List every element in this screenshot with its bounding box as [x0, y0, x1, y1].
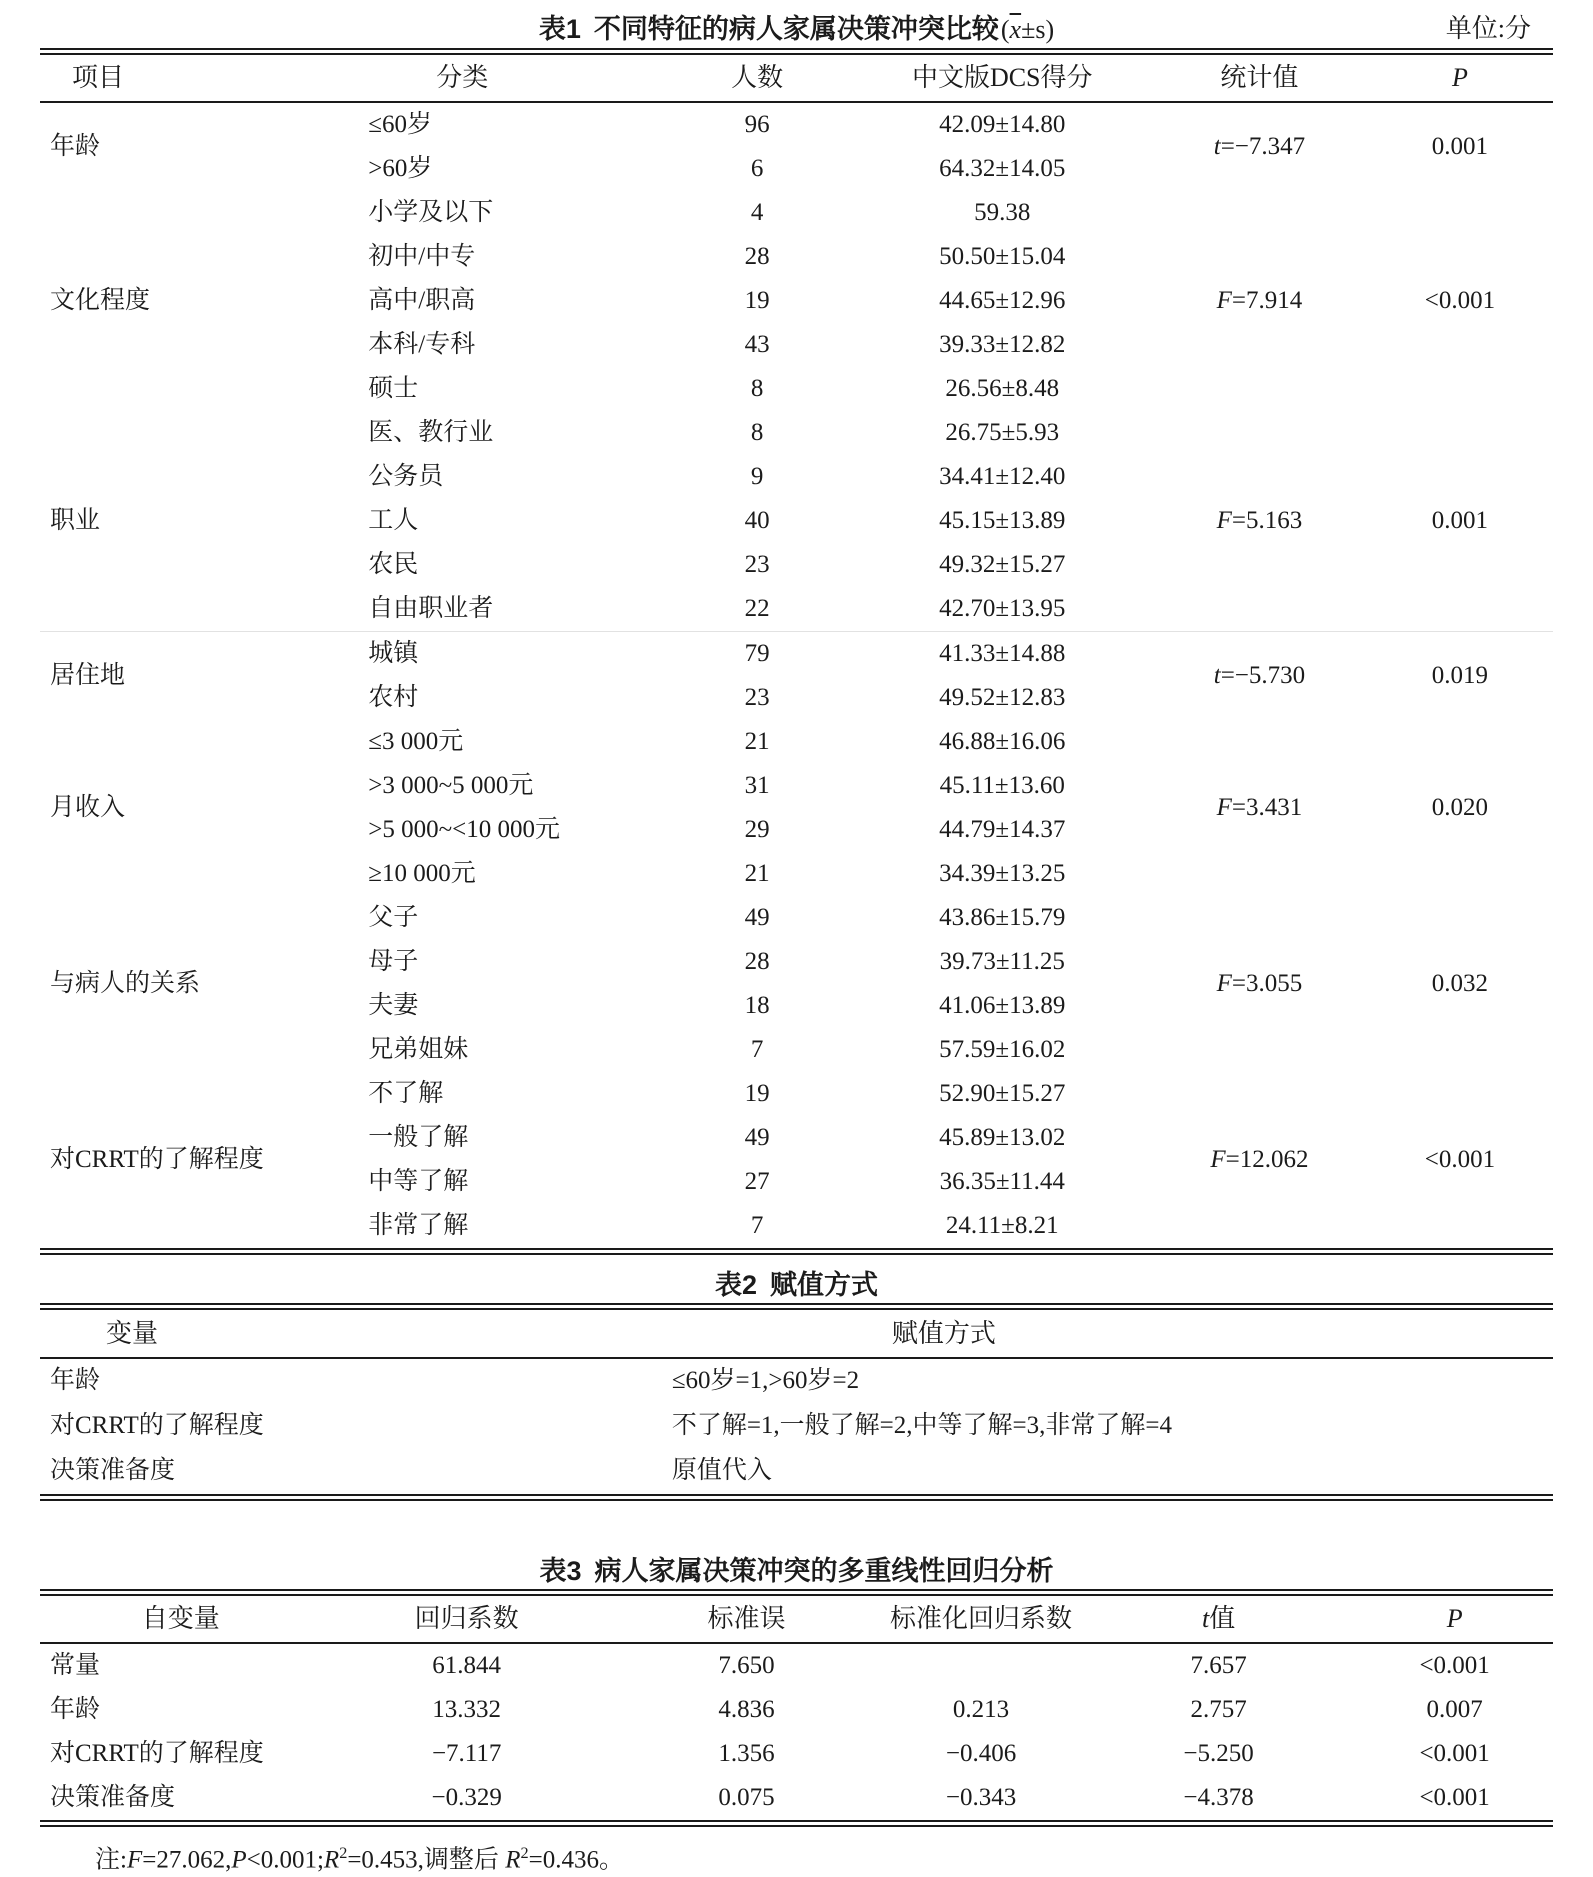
cell-score: 44.65±12.96: [939, 286, 1066, 314]
cell-count: 23: [744, 550, 770, 578]
cell-score: 42.09±14.80: [939, 110, 1066, 138]
cell-category: 不了解: [368, 1079, 444, 1107]
table2-caption-text: 赋值方式: [770, 1270, 879, 1300]
table2-header-row: [40, 1307, 1553, 1359]
cell-p: 0.020: [1431, 793, 1489, 821]
cell-count: 28: [744, 242, 770, 270]
table-row: [40, 102, 1553, 147]
cell-item: 文化程度: [50, 286, 151, 314]
cell-category: 农村: [368, 683, 419, 711]
stat-variable: F: [1216, 286, 1232, 314]
cell-std-coefficient: [881, 1643, 1081, 1688]
table-row: [40, 896, 1553, 940]
cell-category: 硕士: [368, 374, 419, 402]
cell-variable: 决策准备度: [50, 1783, 176, 1811]
table2: [40, 1303, 1553, 1501]
header-cell: 回归系数: [321, 1593, 611, 1644]
cell-category: 夫妻: [368, 991, 419, 1019]
cell-score: 26.56±8.48: [945, 374, 1060, 402]
cell-item: 职业: [50, 506, 101, 534]
cell-score: 52.90±15.27: [939, 1079, 1066, 1107]
table3-header: [40, 1593, 1553, 1644]
cell-t: −4.378: [1183, 1783, 1254, 1811]
cell-p: 0.032: [1431, 969, 1489, 997]
cell-item: 对CRRT的了解程度: [50, 1145, 264, 1173]
table3-header-row: [40, 1593, 1553, 1644]
table1-caption: [40, 10, 1553, 49]
stat-variable: F: [1216, 506, 1232, 534]
cell-p: <0.001: [1419, 1651, 1490, 1679]
table1: [40, 48, 1553, 1255]
cell-score: 39.73±11.25: [939, 947, 1065, 975]
table2-body: [40, 1358, 1553, 1498]
cell-count: 79: [662, 632, 853, 677]
table2-caption: [40, 1267, 1553, 1303]
cell-std-coefficient: −0.343: [945, 1783, 1017, 1811]
cell-assignment: 原值代入: [671, 1457, 772, 1485]
cell-count: 40: [744, 506, 770, 534]
cell-count: 31: [744, 771, 770, 799]
cell-p: 0.001: [1431, 506, 1489, 534]
cell-coefficient: −0.329: [431, 1783, 502, 1811]
cell-score: 41.06±13.89: [939, 991, 1066, 1019]
cell-count: 28: [744, 947, 770, 975]
cell-category: 自由职业者: [368, 594, 494, 622]
table-row: [40, 1404, 1553, 1449]
cell-std-coefficient: −0.406: [945, 1739, 1017, 1767]
cell-count: 23: [744, 683, 770, 711]
stat-variable: t: [1213, 132, 1221, 160]
cell-statistic: [1152, 720, 1367, 896]
table-row: [40, 1358, 1553, 1404]
cell-score: 42.70±13.95: [939, 594, 1066, 622]
cell-variable: 对CRRT的了解程度: [50, 1412, 264, 1440]
cell-statistic: [1152, 896, 1367, 1072]
header-cell: 人数: [662, 52, 853, 103]
table-row: [40, 1643, 1553, 1688]
table-row: [40, 191, 1553, 235]
cell-score: 64.32±14.05: [939, 154, 1066, 182]
cell-score: 46.88±16.06: [939, 727, 1066, 755]
header-cell: 变量: [40, 1307, 662, 1359]
cell-coefficient: 61.844: [432, 1651, 502, 1679]
stat-variable: F: [1210, 1145, 1226, 1173]
cell-score: 49.32±15.27: [939, 550, 1066, 578]
stat-value: =3.431: [1231, 793, 1303, 821]
stat-value: =−7.347: [1220, 132, 1306, 160]
cell-category: ≥10 000元: [368, 859, 476, 887]
cell-score: 44.79±14.37: [939, 815, 1066, 843]
cell-category: 工人: [368, 506, 419, 534]
cell-std-coefficient: 0.213: [952, 1695, 1010, 1723]
stat-variable: F: [1216, 793, 1232, 821]
cell-item: 居住地: [40, 632, 362, 721]
cell-count: 6: [750, 154, 764, 182]
cell-count: 8: [750, 418, 764, 446]
stat-value: =3.055: [1231, 969, 1303, 997]
header-cell: 赋值方式: [662, 1307, 1553, 1359]
cell-coefficient: −7.117: [431, 1739, 502, 1767]
stat-value: =7.914: [1231, 286, 1303, 314]
stat-value: =−5.730: [1220, 661, 1306, 689]
cell-count: 49: [744, 1123, 770, 1151]
cell-statistic: [1152, 411, 1367, 632]
cell-score: 45.11±13.60: [939, 771, 1065, 799]
cell-count: 29: [744, 815, 770, 843]
cell-count: 19: [744, 286, 770, 314]
cell-item: 年龄: [50, 132, 101, 160]
table-row: [40, 1688, 1553, 1732]
cell-count: 27: [744, 1167, 770, 1195]
table3-caption: [40, 1553, 1553, 1589]
cell-category: 小学及以下: [368, 198, 494, 226]
cell-variable: 常量: [50, 1651, 101, 1679]
cell-variable: 年龄: [50, 1695, 101, 1723]
cell-category: 父子: [368, 903, 419, 931]
cell-count: 18: [744, 991, 770, 1019]
table-row: [40, 1449, 1553, 1498]
header-cell: 项目: [40, 52, 362, 103]
table1-header: [40, 52, 1553, 103]
cell-t: −5.250: [1183, 1739, 1254, 1767]
cell-p: <0.001: [1424, 1145, 1496, 1173]
table-row: [40, 1776, 1553, 1824]
header-cell: 自变量: [40, 1593, 321, 1644]
cell-score: 39.33±12.82: [939, 330, 1066, 358]
table3-caption-no: 表3: [539, 1556, 582, 1586]
cell-category: 初中/中专: [368, 242, 476, 270]
cell-score: 41.33±14.88: [852, 632, 1152, 677]
table3-note: 注$:F=27.062,P<0.001;R^2=0.453$,调整后 $R^2=0.436$。: [95, 1844, 624, 1874]
cell-assignment: 不了解=1,一般了解=2,中等了解=3,非常了解=4: [671, 1412, 1172, 1440]
table-row: [40, 411, 1553, 455]
cell-count: 19: [744, 1079, 770, 1107]
cell-score: 59.38: [974, 198, 1031, 226]
cell-p: <0.001: [1419, 1783, 1490, 1811]
cell-std-error: 0.075: [718, 1783, 775, 1811]
cell-t: 7.657: [1190, 1651, 1247, 1679]
table-row: [40, 1072, 1553, 1116]
stat-variable: F: [1216, 969, 1232, 997]
header-cell: t值: [1081, 1593, 1356, 1644]
cell-p: 0.019: [1367, 632, 1553, 721]
table2-caption-no: 表2: [714, 1270, 758, 1300]
cell-category: 公务员: [368, 462, 444, 490]
cell-variable: 决策准备度: [50, 1457, 176, 1485]
cell-count: 22: [744, 594, 770, 622]
cell-score: 34.39±13.25: [939, 859, 1066, 887]
table1-caption-math: $(\overline{x}\pm s)$: [1000, 15, 1055, 44]
table3-body: [40, 1643, 1553, 1824]
table1-title-row: [40, 10, 1553, 48]
table2-header: [40, 1307, 1553, 1359]
header-cell: 中文版DCS得分: [852, 52, 1152, 103]
cell-score: 43.86±15.79: [939, 903, 1066, 931]
cell-count: 49: [744, 903, 770, 931]
cell-statistic: [1152, 191, 1367, 411]
table-row: [40, 1732, 1553, 1776]
cell-item: 与病人的关系: [50, 969, 201, 997]
cell-statistic: [1152, 632, 1367, 721]
table-row: [40, 632, 1553, 677]
unit-label: 单位:分: [1445, 14, 1531, 43]
cell-score: 49.52±12.83: [939, 683, 1066, 711]
cell-score: 45.89±13.02: [939, 1123, 1066, 1151]
cell-category: >5 000~<10 000元: [368, 815, 560, 843]
header-cell: 标准化回归系数: [881, 1593, 1081, 1644]
header-cell: P: [1367, 52, 1553, 103]
cell-category: 本科/专科: [368, 330, 476, 358]
header-cell: 标准误: [612, 1593, 881, 1644]
cell-score: 57.59±16.02: [939, 1035, 1066, 1063]
cell-category: ≤60岁: [368, 110, 432, 138]
header-cell: 分类: [362, 52, 662, 103]
cell-score: 36.35±11.44: [939, 1167, 1065, 1195]
cell-statistic: [1152, 1072, 1367, 1252]
cell-count: 4: [750, 198, 764, 226]
cell-variable: 对CRRT的了解程度: [50, 1739, 264, 1767]
cell-category: 城镇: [362, 632, 662, 677]
cell-item: 月收入: [50, 793, 126, 821]
table1-body: [40, 102, 1553, 1252]
cell-category: 中等了解: [368, 1167, 469, 1195]
cell-std-error: 7.650: [718, 1651, 775, 1679]
cell-p: <0.001: [1424, 286, 1496, 314]
table3-caption-text: 病人家属决策冲突的多重线性回归分析: [594, 1556, 1054, 1586]
cell-count: 21: [744, 727, 770, 755]
cell-std-error: 1.356: [718, 1739, 775, 1767]
header-cell: P: [1356, 1593, 1553, 1644]
table-row: [40, 720, 1553, 764]
table1-caption-no: 表1: [538, 14, 581, 44]
cell-category: 高中/职高: [368, 286, 476, 314]
stat-value: =5.163: [1231, 506, 1303, 534]
cell-count: 43: [744, 330, 770, 358]
stat-value: =12.062: [1225, 1145, 1309, 1173]
cell-assignment: ≤60岁=1,>60岁=2: [671, 1367, 860, 1395]
cell-score: 50.50±15.04: [939, 242, 1066, 270]
stat-variable: t: [1213, 661, 1221, 689]
cell-std-error: 4.836: [718, 1695, 775, 1723]
cell-p: <0.001: [1419, 1739, 1490, 1767]
cell-category: 母子: [368, 947, 419, 975]
cell-p: 0.001: [1431, 132, 1489, 160]
cell-t: 2.757: [1190, 1695, 1247, 1723]
cell-category: 农民: [368, 550, 419, 578]
header-cell: 统计值: [1152, 52, 1367, 103]
cell-category: 兄弟姐妹: [368, 1035, 469, 1063]
cell-count: 21: [744, 859, 770, 887]
cell-score: 26.75±5.93: [945, 418, 1060, 446]
cell-count: 9: [750, 462, 764, 490]
cell-statistic: [1152, 102, 1367, 191]
cell-variable: 年龄: [50, 1367, 101, 1395]
cell-count: 7: [750, 1035, 764, 1063]
cell-coefficient: 13.332: [432, 1695, 502, 1723]
cell-category: >3 000~5 000元: [368, 771, 534, 799]
cell-category: 一般了解: [368, 1123, 469, 1151]
cell-count: 8: [750, 374, 764, 402]
table3: [40, 1589, 1553, 1827]
cell-score: 45.15±13.89: [939, 506, 1066, 534]
cell-category: >60岁: [368, 154, 433, 182]
table1-header-row: [40, 52, 1553, 103]
table1-caption-text: 不同特征的病人家属决策冲突比较: [593, 14, 999, 44]
cell-category: ≤3 000元: [368, 727, 464, 755]
cell-category: 非常了解: [368, 1211, 469, 1239]
cell-count: 7: [750, 1211, 764, 1239]
cell-count: 96: [744, 110, 770, 138]
cell-score: 34.41±12.40: [939, 462, 1066, 490]
cell-category: 医、教行业: [368, 418, 494, 446]
cell-score: 24.11±8.21: [945, 1211, 1059, 1239]
cell-p: 0.007: [1426, 1695, 1483, 1723]
